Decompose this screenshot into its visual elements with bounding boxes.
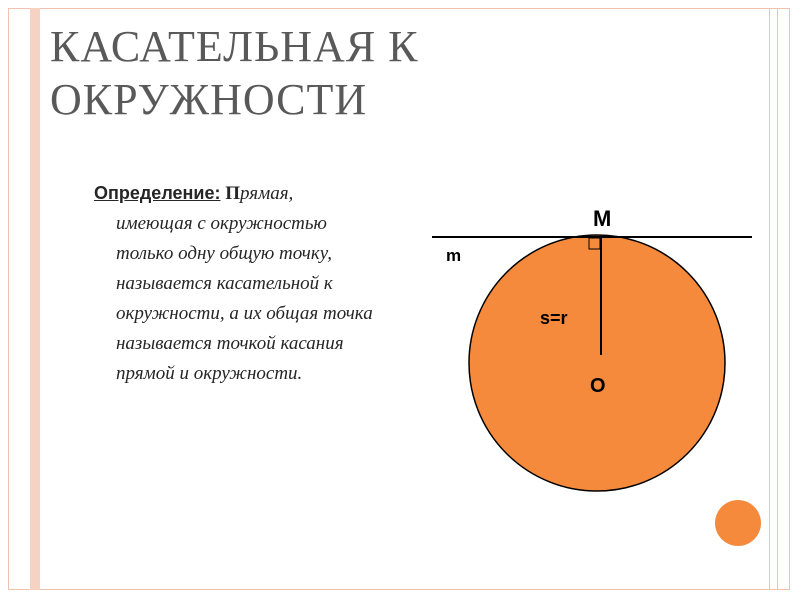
circle — [469, 235, 725, 491]
definition-first-word: рямая, — [240, 183, 294, 204]
definition-label: Определение: — [94, 183, 221, 203]
definition-body: имеющая с окружностью только одну общую точку, называется касательной к окружности, а их общая точка называется точкой касания прямой и окружности. — [116, 213, 373, 384]
radius-label: s=r — [540, 308, 568, 328]
decorative-corner-circle — [715, 500, 761, 546]
definition-first-letter: П — [225, 183, 240, 204]
center-o-label: O — [590, 375, 606, 397]
point-m-label: M — [593, 206, 612, 231]
line-m-label: m — [446, 246, 462, 265]
slide-title: КАСАТЕЛЬНАЯ К ОКРУЖНОСТИ — [50, 22, 419, 124]
